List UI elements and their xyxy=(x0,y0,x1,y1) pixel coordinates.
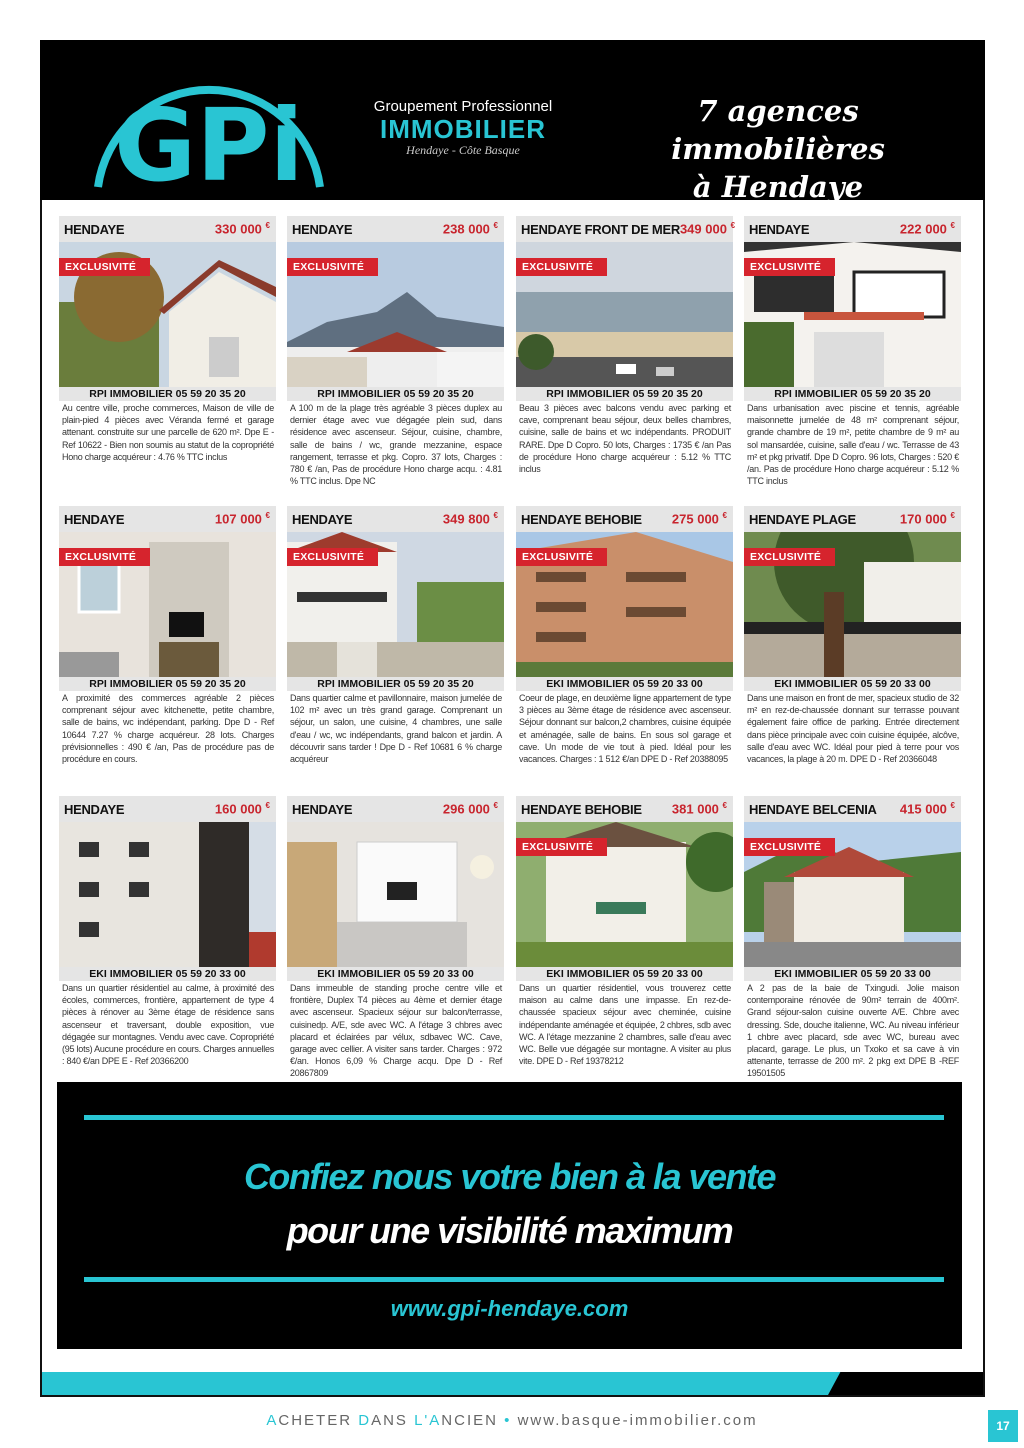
listing-price-value: 296 000 xyxy=(442,801,490,817)
listing-card[interactable] xyxy=(516,796,733,1067)
listing-photo[interactable] xyxy=(516,242,733,387)
exclusive-badge: EXCLUSIVITÉ xyxy=(287,258,378,276)
listing-city: HENDAYE xyxy=(292,511,353,527)
listing-header xyxy=(59,506,276,532)
property-photo xyxy=(59,822,276,967)
listing-description: Dans un quartier résidentiel, vous trouverez cette maison au calme dans une impasse. En rez-de-chaussée spacieux séjour avec cheminée, cuisine indépendante aménagée et équipée, 2 chbres, sdb avec WC. A l'étage mezzanine 2 chambres, salle d'eau avec WC. Belle vue dégagée sur montagne. A visiter au plus vite. DPE D - Ref 19378212 xyxy=(519,983,731,1067)
group-line1: Groupement Professionnel xyxy=(373,98,553,115)
listing-description: A proximité des commerces agréable 2 pièces comprenant séjour avec kitchenette, petite chambre, salle de bains, wc indépendant, parking. Dpe D - Ref 10644 7.27 % charge acquéreur. 28 lots. Charges prévisionnelles : 490 € /an, Pas de procédure pas de procédure en cours. xyxy=(62,693,274,765)
listing-price-value: 330 000 xyxy=(214,221,262,237)
footer-a3: L'A xyxy=(414,1412,442,1429)
listing-description: Au centre ville, proche commerces, Maison de ville de plain-pied 4 pièces avec Véranda fermé et garage attenant. construite sur une parcelle de 620 m². Dpe E - Ref 10622 - Bien non soumis au statut de la copropriété Hono charge acquéreur : 4.76 % TTC inclus xyxy=(62,403,274,462)
listing-price-value: 107 000 xyxy=(214,511,262,527)
listing-card[interactable] xyxy=(59,216,276,463)
listing-price xyxy=(672,511,727,526)
exclusive-badge: EXCLUSIVITÉ xyxy=(59,258,150,276)
promo-bottom-bar xyxy=(84,1277,944,1282)
euro-sign: € xyxy=(265,221,270,231)
listing-city: HENDAYE xyxy=(292,801,353,817)
listing-photo[interactable] xyxy=(59,532,276,677)
listing-card[interactable] xyxy=(744,506,961,765)
listing-price-value: 349 000 xyxy=(679,221,727,237)
listing-city: HENDAYE xyxy=(64,511,125,527)
listing-header xyxy=(287,506,504,532)
listing-description: Dans quartier calme et pavillonnaire, maison jumelée de 102 m² avec un très grand garage. Comprenant un séjour, un salon, une cuisine, 4 chambres, une salle d'eau / wc, wc indépendants, grand balcon et jardin. A découvrir sans tarder ! Dpe D - Ref 10681 6 % charge acquéreur xyxy=(290,693,502,765)
listing-header xyxy=(744,506,961,532)
euro-sign: € xyxy=(950,801,955,811)
euro-sign: € xyxy=(950,221,955,231)
group-line3: Hendaye - Côte Basque xyxy=(406,143,520,157)
header-banner xyxy=(40,40,985,204)
listing-price-value: 222 000 xyxy=(899,221,947,237)
group-title-block xyxy=(358,98,568,158)
promo-line1: Confiez nous votre bien à la vente xyxy=(243,1156,776,1197)
listing-description: Beau 3 pièces avec balcons vendu avec parking et cave, comprenant beau séjour, deux belles chambres, cuisine, salle de bains et wc indépendants. PRODUIT RARE. Dpe D Copro. 50 lots, Charges : 1735 € /an Pas de procédure Hono charge acquéreur : 5.12 % TTC inclus xyxy=(519,403,731,475)
listing-city: HENDAYE BEHOBIE xyxy=(521,511,642,527)
bottom-strip-dark xyxy=(828,1372,983,1395)
footer-t2: ANS xyxy=(371,1412,415,1429)
listing-header xyxy=(744,216,961,242)
listing-city: HENDAYE xyxy=(64,221,125,237)
promo-url-link[interactable]: www.gpi-hendaye.com xyxy=(390,1296,629,1321)
listing-city: HENDAYE BEHOBIE xyxy=(521,801,642,817)
euro-sign: € xyxy=(722,511,727,521)
listing-price-value: 349 800 xyxy=(442,511,490,527)
listing-card[interactable] xyxy=(287,796,504,1080)
listing-price xyxy=(215,801,270,816)
euro-sign: € xyxy=(265,801,270,811)
listing-header xyxy=(59,796,276,822)
euro-sign: € xyxy=(493,801,498,811)
listing-price-value: 170 000 xyxy=(899,511,947,527)
listing-price-value: 160 000 xyxy=(214,801,262,817)
listing-agency: EKI IMMOBILIER 05 59 20 33 00 xyxy=(516,967,733,981)
listing-city: HENDAYE xyxy=(292,221,353,237)
page-number: 17 xyxy=(988,1410,1018,1442)
listing-card[interactable] xyxy=(287,506,504,765)
exclusive-badge: EXCLUSIVITÉ xyxy=(744,548,835,566)
listing-description: Dans un quartier résidentiel au calme, à proximité des écoles, commerces, frontière, appartement de type 4 pièces à rénover au 3ème étage de résidence sans ascenseur et traversant, double exposition, vue dégagée sur montagnes. Vendu avec cave. Copropriété (95 lots) Aucune procédure en cours. Charges annuelles : 840 €/an DPE E - Ref 20366200 xyxy=(62,983,274,1067)
listing-header xyxy=(516,796,733,822)
listing-header xyxy=(516,216,736,242)
exclusive-badge: EXCLUSIVITÉ xyxy=(516,548,607,566)
listing-price xyxy=(900,221,955,236)
euro-sign: € xyxy=(493,221,498,231)
listing-agency: EKI IMMOBILIER 05 59 20 33 00 xyxy=(744,677,961,691)
listing-photo[interactable] xyxy=(516,532,733,677)
exclusive-badge: EXCLUSIVITÉ xyxy=(516,838,607,856)
listing-card[interactable] xyxy=(744,796,961,1080)
listing-description: Dans une maison en front de mer, spacieux studio de 32 m² en rez-de-chaussée donnant sur terrasse pouvant également faire office de parking. Entrée directement dans pièce principale avec coin cuisine équipée, alcôve, salle d'eau avec WC. Idéal pour pied à terre pour vos vacances, la plage à 20 m. DPE D - Ref 20366048 xyxy=(747,693,959,765)
exclusive-badge: EXCLUSIVITÉ xyxy=(59,548,150,566)
listing-photo[interactable] xyxy=(59,242,276,387)
slogan xyxy=(588,92,968,206)
listing-card[interactable] xyxy=(744,216,961,487)
promo-line2: pour une visibilité maximum xyxy=(286,1210,733,1251)
listing-photo[interactable] xyxy=(516,822,733,967)
listing-header xyxy=(287,216,504,242)
exclusive-badge: EXCLUSIVITÉ xyxy=(516,258,607,276)
slogan-line1: 7 agences immobilières xyxy=(671,94,885,166)
listing-agency: EKI IMMOBILIER 05 59 20 33 00 xyxy=(744,967,961,981)
promo-top-bar xyxy=(84,1115,944,1120)
euro-sign: € xyxy=(493,511,498,521)
footer-url[interactable]: www.basque-immobilier.com xyxy=(517,1412,758,1429)
exclusive-badge: EXCLUSIVITÉ xyxy=(744,258,835,276)
listing-header xyxy=(516,506,733,532)
listing-photo[interactable] xyxy=(744,532,961,677)
listing-price xyxy=(443,221,498,236)
listing-photo[interactable] xyxy=(287,532,504,677)
listing-agency: EKI IMMOBILIER 05 59 20 33 00 xyxy=(516,677,733,691)
listing-description: A 2 pas de la baie de Txingudi. Jolie maison contemporaine rénovée de 90m² terrain de 400m². Grand séjour-salon cuisine ouverte A/E. Chbre avec dressing. Sde, douche italienne, WC. Au niveau inférieur 1 chbre avec placard, sde avec WC, bureau avec placard, garage. Le plus, un Txoko et sa cave à vin attenante, terrasse de 200 m². 2 pkg ext DPE B -REF 19501505 xyxy=(747,983,959,1079)
euro-sign: € xyxy=(950,511,955,521)
property-photo xyxy=(287,822,504,967)
listing-city: HENDAYE FRONT DE MER xyxy=(521,221,680,237)
listing-price xyxy=(443,511,498,526)
listing-price xyxy=(672,801,727,816)
listing-photo[interactable] xyxy=(744,822,961,967)
listing-header xyxy=(59,216,276,242)
listing-price xyxy=(900,511,955,526)
listing-city: HENDAYE xyxy=(64,801,125,817)
listing-agency: RPI IMMOBILIER 05 59 20 35 20 xyxy=(744,387,961,401)
listing-header xyxy=(287,796,504,822)
listing-price-value: 415 000 xyxy=(899,801,947,817)
footer-t3: NCIEN xyxy=(441,1412,498,1429)
listing-city: HENDAYE xyxy=(749,221,810,237)
listing-agency: RPI IMMOBILIER 05 59 20 35 20 xyxy=(287,387,504,401)
exclusive-badge: EXCLUSIVITÉ xyxy=(744,838,835,856)
listing-card[interactable] xyxy=(59,796,276,1067)
svg-text:GPi: GPi xyxy=(114,87,304,192)
listing-price xyxy=(215,221,270,236)
footer xyxy=(0,1412,1024,1429)
listing-description: Coeur de plage, en deuxième ligne appartement de type 3 pièces au 3ème étage de résidence avec ascenseur. Séjour donnant sur balcon,2 chambres, cuisine équipée et aménagée, salle de bains. En sous sol garage et cave. Un mode de vie tout à pied. Idéal pour les vacances. Charges : 1 512 €/an DPE D - Ref 20388095 xyxy=(519,693,731,765)
listing-agency: EKI IMMOBILIER 05 59 20 33 00 xyxy=(59,967,276,981)
group-line2: IMMOBILIER xyxy=(380,114,546,144)
footer-t1: CHETER xyxy=(278,1412,359,1429)
listing-card[interactable] xyxy=(59,506,276,765)
listing-card[interactable] xyxy=(287,216,504,487)
listing-price-value: 238 000 xyxy=(442,221,490,237)
listing-price xyxy=(680,221,735,236)
listing-photo[interactable] xyxy=(59,822,276,967)
listing-price-value: 381 000 xyxy=(671,801,719,817)
listing-header xyxy=(744,796,961,822)
listing-card[interactable] xyxy=(516,216,736,475)
footer-bullet: • xyxy=(497,1412,518,1429)
footer-a2: D xyxy=(358,1412,372,1429)
listing-agency: RPI IMMOBILIER 05 59 20 35 20 xyxy=(59,677,276,691)
listing-agency: RPI IMMOBILIER 05 59 20 35 20 xyxy=(287,677,504,691)
exclusive-badge: EXCLUSIVITÉ xyxy=(287,548,378,566)
listing-price-value: 275 000 xyxy=(671,511,719,527)
listing-agency: RPI IMMOBILIER 05 59 20 35 20 xyxy=(59,387,276,401)
listing-photo[interactable] xyxy=(287,822,504,967)
listing-description: A 100 m de la plage très agréable 3 pièces duplex au dernier étage avec vue dégagée plein sud, dans résidence avec ascenseur. Séjour, cuisine, chambre, salle de bains / wc, grande mezzanine, espace rangement, terrasse et pkg. Copro. 37 lots, Charges : 780 € /an, Pas de procédure Hono charge acqu. : 4.81 % TTC inclus. Dpe NC xyxy=(290,403,502,487)
footer-a1: A xyxy=(266,1412,279,1429)
listing-city: HENDAYE BELCENIA xyxy=(749,801,877,817)
listing-price xyxy=(900,801,955,816)
listing-card[interactable] xyxy=(516,506,733,765)
promo-banner xyxy=(57,1082,962,1349)
gpi-logo xyxy=(84,52,334,192)
listing-price xyxy=(443,801,498,816)
listing-description: Dans urbanisation avec piscine et tennis, agréable maisonnette jumelée de 48 m² comprenant séjour, grande chambre de 19 m², petite chambre de 9 m² au sol mansardée, cuisine, salle d'eau / wc. Terrasse de 43 m² et pkg privatif. Dpe D Copro. 96 lots, Charges : 520 € /an. Pas de procédure Hono charge acquéreur : 5.12 % TTC inclus xyxy=(747,403,959,487)
listing-description: Dans immeuble de standing proche centre ville et frontière, Duplex T4 pièces au 4ème et dernier étage avec ascenseur. Spacieux séjour sur balcon/terrasse, cuisinedp. A/E, sde avec WC. A l'étage 3 chbres avec placard et éclairées par vélux, sdbavec WC. Cave, garage avec cellier. A visiter sans tarder. Charges : 972 €/an. Honos 6,09 % Charge acqu. Dpe D - Ref 20867809 xyxy=(290,983,502,1079)
listing-city: HENDAYE PLAGE xyxy=(749,511,856,527)
euro-sign: € xyxy=(730,221,736,231)
listing-photo[interactable] xyxy=(287,242,504,387)
slogan-line2: à Hendaye xyxy=(692,170,864,204)
listing-photo[interactable] xyxy=(744,242,961,387)
euro-sign: € xyxy=(265,511,270,521)
listing-agency: RPI IMMOBILIER 05 59 20 35 20 xyxy=(516,387,733,401)
listing-price xyxy=(215,511,270,526)
listing-agency: EKI IMMOBILIER 05 59 20 33 00 xyxy=(287,967,504,981)
euro-sign: € xyxy=(722,801,727,811)
